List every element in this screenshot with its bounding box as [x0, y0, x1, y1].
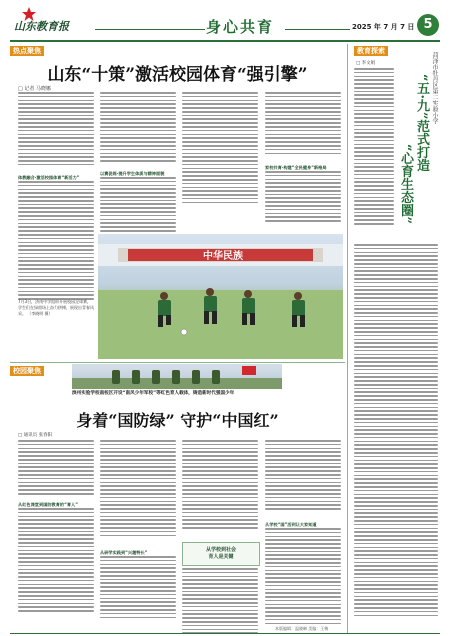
body-column-1b — [18, 181, 94, 300]
bottom-column-4 — [265, 440, 341, 510]
bottom-box-title-1: 从学校到社会 — [205, 547, 236, 553]
section-tag-campus: 校园聚焦 — [10, 366, 44, 376]
right-headline-2: “心育生态圈” — [398, 144, 413, 224]
football-players-illustration — [98, 234, 343, 359]
right-headline-1: “五·九”范式打造 — [414, 74, 429, 172]
bottom-column-1b — [18, 508, 94, 612]
masthead — [0, 0, 450, 42]
body-column-1 — [18, 92, 94, 165]
bottom-subhead-3: 从学校“国”活到让大家知道 — [265, 522, 317, 527]
right-column — [350, 44, 440, 634]
bottom-byline: □ 通讯员 张春阳 — [18, 433, 53, 438]
story-divider — [10, 362, 345, 363]
svg-text:中华民族: 中华民族 — [203, 251, 243, 262]
photo-caption-text: 7月3日，济南中学组织开展校园足球赛，学生们在绿茵场上奋力拼搏，展现出青春风采。 — [18, 299, 94, 316]
bottom-column-2 — [100, 440, 176, 536]
right-kicker: 菏泽市牡丹区第二实验小学 — [431, 52, 438, 124]
bottom-photo-caption: 滨州实验学校南校区开设“南风少年军校”等红色育人载体，铸造新时代强国少年 — [72, 391, 235, 396]
bottom-subhead-2: 从研学实践到“兴趣特长” — [100, 550, 148, 555]
body-column-3 — [182, 92, 258, 203]
body-column-2 — [100, 92, 176, 162]
bottom-column-4b — [265, 528, 341, 624]
issue-date: 2025 年 7 月 7 日 — [352, 23, 415, 31]
right-author: □ 李文娟 — [356, 61, 376, 66]
bottom-headline: 身着“国防绿” 守护“中国红” — [76, 411, 279, 430]
bottom-story — [10, 364, 345, 634]
top-photo-caption — [18, 299, 94, 317]
column-divider — [347, 44, 348, 634]
column-title: 身心共育 — [205, 18, 274, 36]
page-number: 5 — [417, 14, 439, 36]
top-byline: □ 记者 马晓娜 — [18, 86, 51, 92]
section-tag-explore: 教育探索 — [354, 46, 388, 56]
bottom-column-2b — [100, 556, 176, 618]
top-headline: 山东“十策”激活校园体育“强引擎” — [47, 65, 308, 85]
page-bottom-rule — [10, 633, 440, 634]
right-body-lines — [354, 244, 438, 616]
top-story — [10, 44, 345, 359]
bottom-subhead-1: 从红色课堂到国防教育的“育人” — [18, 502, 78, 507]
header-bottom-rule — [10, 40, 440, 42]
header-rule-left — [95, 29, 205, 30]
page-footer: 本版编辑：温晓琳 美编：王梅 — [275, 626, 329, 631]
cadets-illustration — [72, 364, 282, 389]
body-column-4 — [265, 92, 341, 154]
bottom-column-3 — [182, 440, 258, 529]
subhead-2: 以赛促练·提升学生体质与精神面貌 — [100, 171, 165, 176]
army-school-photo — [72, 364, 282, 389]
bottom-column-3b — [182, 568, 258, 634]
newspaper-logo — [14, 8, 84, 32]
section-tag-hot: 热点聚焦 — [10, 46, 44, 56]
bottom-box-title-2: 育人是关键 — [208, 554, 234, 560]
football-match-photo — [98, 234, 343, 359]
body-column-4b — [265, 171, 341, 222]
bottom-column-1 — [18, 440, 94, 495]
bottom-box — [182, 542, 260, 566]
header-rule-right — [285, 29, 350, 30]
logo-text: 山东教育报 — [14, 20, 69, 33]
subhead-3: 家校共育·构建“全民健身”新格局 — [265, 165, 327, 170]
subhead-1: 体教融合·激活校园体育“新活力” — [18, 175, 80, 180]
photo-credit: （李晓明 摄） — [27, 311, 53, 316]
right-intro-lines — [354, 68, 394, 225]
